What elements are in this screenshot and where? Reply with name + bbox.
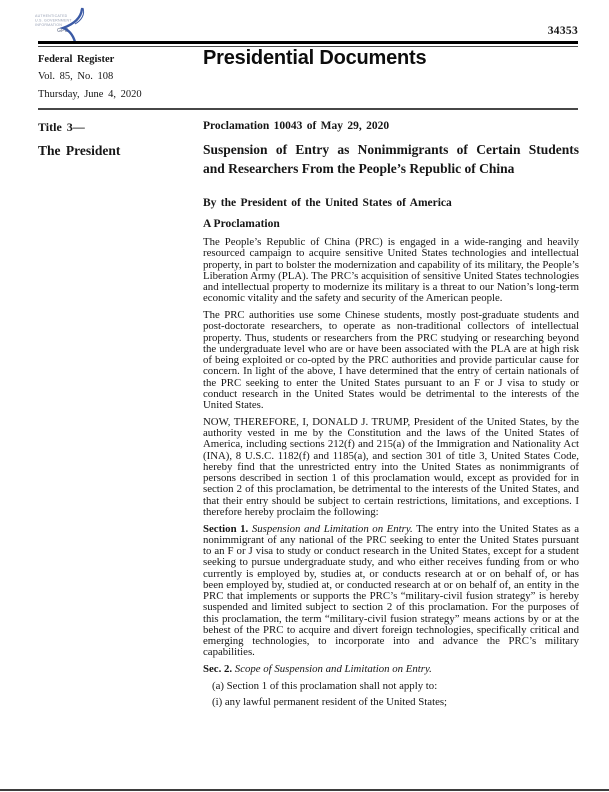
byline: By the President of the United States of America xyxy=(203,197,452,209)
issuer-label: The President xyxy=(38,143,121,158)
proclamation-number-line: Proclamation 10043 of May 29, 2020 xyxy=(203,120,390,132)
document-title xyxy=(203,141,579,178)
document-title-line2: and Researchers From the People’s Republic of China xyxy=(203,160,515,176)
paragraph-3: NOW, THEREFORE, I, DONALD J. TRUMP, President of the United States, by the authority vested in me by the Constitution and the laws of the United States of America, including sections 212(f) and 215(a) of the Immigration and Nationality Act (INA), 8 U.S.C. 1182(f) and 1185(a), and section 301 of title 3, United States Code, hereby find that the unrestricted entry into the United States as nonimmigrants of persons described in section 1 of this proclamation would, except as provided for in section 2 of this proclamation, be detrimental to the interests of the United States, and that their entry should be subject to certain restrictions, limitations, and exceptions. I therefore hereby proclaim the following: xyxy=(203,415,579,518)
section-1-text: The entry into the United States as a nonimmigrant of any national of the PRC seeking to enter the United States pursuant to an F or J visa to study or conduct research in the United States, except for a student seeking to pursue undergraduate study, and who either receives funding from or who currently is employed by, studies at, or conducts research at or on behalf of, or has been employed by, studied at, or conducted research at or on behalf of, an entity in the PRC that implements or supports the PRC’s “military-civil fusion strategy” is hereby suspended and limited subject to section 2 of this proclamation. For the purposes of this proclamation, the term “military-civil fusion strategy” means actions by or at the behest of the PRC to acquire and divert foreign technologies, specifically critical and emerging technologies, to incorporate into and advance the PRC’s military capabilities. xyxy=(203,522,579,659)
section-heading: Presidential Documents xyxy=(203,47,427,69)
section-2-item-i: (i) any lawful permanent resident of the United States; xyxy=(212,696,448,709)
logo-text-us-government: U.S. GOVERNMENT xyxy=(35,18,72,23)
paragraph-2: The PRC authorities use some Chinese students, mostly post-graduate students and post-doctorate researchers, to operate as non-traditional collectors of intellectual property. Thus, students or researchers from the PRC studying or researching beyond the undergraduate level who are or have been associated with the PLA are at high risk of being exploited or co-opted by the PRC authorities and provide particular cause for concern. In light of the above, I have determined that the entry of certain nationals of the PRC seeking to enter the United States pursuant to an F or J visa to study or conduct research in the United States would be detrimental to the interests of the United States. xyxy=(203,309,579,411)
section-2 xyxy=(203,664,579,675)
section-2-heading: Scope of Suspension and Limitation on Entry. xyxy=(234,663,432,675)
section-2-number: Sec. 2. xyxy=(203,663,233,675)
masthead-bottom-rule xyxy=(38,108,578,110)
section-2-item-a: (a) Section 1 of this proclamation shall not apply to: xyxy=(212,679,438,692)
logo-text-gpo: GPO xyxy=(57,28,69,34)
document-title-line1: Suspension of Entry as Nonimmigrants of Certain Students xyxy=(203,142,579,157)
section-1-heading: Suspension and Limitation on Entry. xyxy=(251,522,413,535)
publication-name: Federal Register xyxy=(38,54,115,65)
volume-number: Vol. 85, No. 108 xyxy=(38,71,114,82)
page-bottom-edge xyxy=(0,789,609,791)
logo-text-information: INFORMATION xyxy=(35,22,63,27)
page-number: 34353 xyxy=(547,25,578,37)
section-1-number: Section 1. xyxy=(203,522,249,535)
issue-date: Thursday, June 4, 2020 xyxy=(38,89,142,100)
gpo-authentication-logo xyxy=(33,7,91,45)
paragraph-1: The People’s Republic of China (PRC) is engaged in a wide-ranging and heavily resourced campaign to acquire sensitive United States technologies and intellectual property, in part to bolster the modernization and capability of its military, the People’s Liberation Army (PLA). The PRC’s acquisition of sensitive United States technologies and intellectual property to modernize its military is a threat to our Nation’s long-term economic vitality and the safety and security of the American people. xyxy=(203,236,579,305)
logo-text-authenticated: AUTHENTICATED xyxy=(35,14,68,18)
title3-label: Title 3— xyxy=(38,120,85,134)
document-column xyxy=(203,120,579,714)
proclamation-label: A Proclamation xyxy=(203,218,280,230)
section-1 xyxy=(203,524,579,659)
